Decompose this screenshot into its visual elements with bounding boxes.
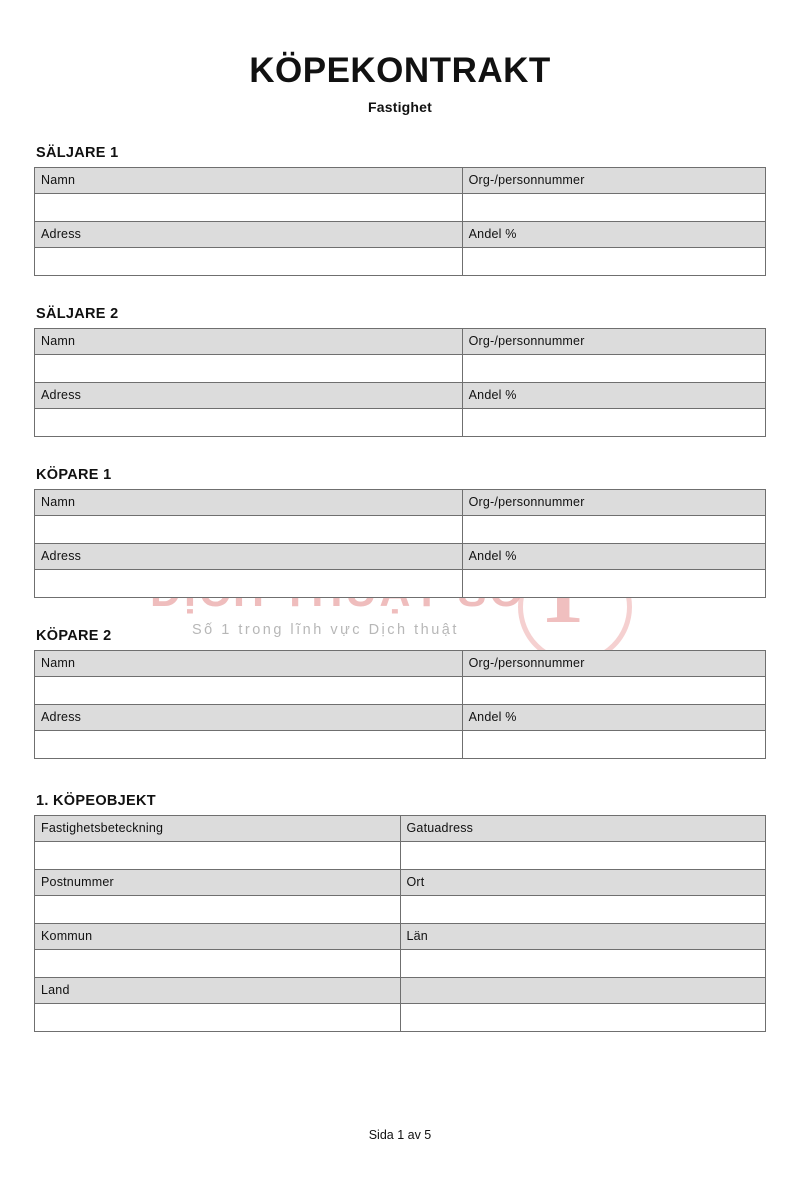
section-heading-kopare-1: KÖPARE 1 bbox=[36, 466, 112, 483]
section-heading-saljare-2: SÄLJARE 2 bbox=[36, 305, 119, 322]
field-saljare2-andel[interactable] bbox=[462, 408, 765, 436]
table-saljare-1 bbox=[34, 167, 766, 276]
field-kopare1-namn[interactable] bbox=[35, 515, 463, 543]
field-kopare2-namn[interactable] bbox=[35, 676, 463, 704]
label-namn: Namn bbox=[35, 489, 463, 515]
label-orgnummer: Org-/personnummer bbox=[462, 489, 765, 515]
field-postnummer[interactable] bbox=[35, 895, 401, 923]
table-row bbox=[35, 895, 766, 923]
table-row bbox=[35, 193, 766, 221]
table-row bbox=[35, 167, 766, 193]
table-row bbox=[35, 489, 766, 515]
field-kommun[interactable] bbox=[35, 949, 401, 977]
table-row bbox=[35, 247, 766, 275]
table-kopare-2 bbox=[34, 650, 766, 759]
table-row bbox=[35, 328, 766, 354]
label-adress: Adress bbox=[35, 704, 463, 730]
table-row bbox=[35, 543, 766, 569]
table-row bbox=[35, 869, 766, 895]
label-postnummer: Postnummer bbox=[35, 869, 401, 895]
field-lan[interactable] bbox=[400, 949, 766, 977]
table-row bbox=[35, 515, 766, 543]
table-row bbox=[35, 650, 766, 676]
table-saljare-2 bbox=[34, 328, 766, 437]
table-row bbox=[35, 408, 766, 436]
section-heading-kopare-2: KÖPARE 2 bbox=[36, 627, 112, 644]
label-orgnummer: Org-/personnummer bbox=[462, 167, 765, 193]
field-kopare1-orgnummer[interactable] bbox=[462, 515, 765, 543]
field-saljare1-orgnummer[interactable] bbox=[462, 193, 765, 221]
table-row bbox=[35, 730, 766, 758]
section-heading-kopeobjekt: 1. KÖPEOBJEKT bbox=[36, 792, 156, 809]
label-adress: Adress bbox=[35, 382, 463, 408]
document-content bbox=[0, 52, 800, 1032]
table-row bbox=[35, 841, 766, 869]
field-land[interactable] bbox=[35, 1003, 401, 1031]
label-adress: Adress bbox=[35, 221, 463, 247]
table-kopeobjekt bbox=[34, 815, 766, 1032]
table-row bbox=[35, 676, 766, 704]
table-row bbox=[35, 569, 766, 597]
page-footer: Sida 1 av 5 bbox=[368, 1128, 432, 1142]
field-saljare2-orgnummer[interactable] bbox=[462, 354, 765, 382]
label-orgnummer: Org-/personnummer bbox=[462, 650, 765, 676]
field-saljare1-namn[interactable] bbox=[35, 193, 463, 221]
field-kopare2-orgnummer[interactable] bbox=[462, 676, 765, 704]
label-andel: Andel % bbox=[462, 704, 765, 730]
field-kopare1-andel[interactable] bbox=[462, 569, 765, 597]
field-kopare2-adress[interactable] bbox=[35, 730, 463, 758]
watermark-subtext: Số 1 trong lĩnh vực Dịch thuật bbox=[192, 622, 459, 638]
label-namn: Namn bbox=[35, 328, 463, 354]
field-gatuadress[interactable] bbox=[400, 841, 766, 869]
field-land-right[interactable] bbox=[400, 1003, 766, 1031]
label-kommun: Kommun bbox=[35, 923, 401, 949]
field-kopare1-adress[interactable] bbox=[35, 569, 463, 597]
label-adress: Adress bbox=[35, 543, 463, 569]
field-saljare2-adress[interactable] bbox=[35, 408, 463, 436]
field-saljare2-namn[interactable] bbox=[35, 354, 463, 382]
label-namn: Namn bbox=[35, 650, 463, 676]
table-row bbox=[35, 382, 766, 408]
table-row bbox=[35, 221, 766, 247]
table-row bbox=[35, 949, 766, 977]
label-namn: Namn bbox=[35, 167, 463, 193]
field-fastighetsbeteckning[interactable] bbox=[35, 841, 401, 869]
field-ort[interactable] bbox=[400, 895, 766, 923]
table-row bbox=[35, 704, 766, 730]
label-land: Land bbox=[35, 977, 401, 1003]
label-gatuadress: Gatuadress bbox=[400, 815, 766, 841]
field-saljare1-andel[interactable] bbox=[462, 247, 765, 275]
table-kopare-1 bbox=[34, 489, 766, 598]
table-row bbox=[35, 977, 766, 1003]
table-row bbox=[35, 1003, 766, 1031]
label-orgnummer: Org-/personnummer bbox=[462, 328, 765, 354]
page-title: KÖPEKONTRAKT bbox=[249, 51, 551, 90]
table-row bbox=[35, 354, 766, 382]
table-row bbox=[35, 815, 766, 841]
label-land-empty bbox=[400, 977, 766, 1003]
table-row bbox=[35, 923, 766, 949]
label-ort: Ort bbox=[400, 869, 766, 895]
label-andel: Andel % bbox=[462, 221, 765, 247]
section-heading-saljare-1: SÄLJARE 1 bbox=[36, 144, 119, 161]
page-subtitle: Fastighet bbox=[367, 98, 433, 115]
label-andel: Andel % bbox=[462, 382, 765, 408]
label-andel: Andel % bbox=[462, 543, 765, 569]
field-kopare2-andel[interactable] bbox=[462, 730, 765, 758]
field-saljare1-adress[interactable] bbox=[35, 247, 463, 275]
label-fastighetsbeteckning: Fastighetsbeteckning bbox=[35, 815, 401, 841]
label-lan: Län bbox=[400, 923, 766, 949]
